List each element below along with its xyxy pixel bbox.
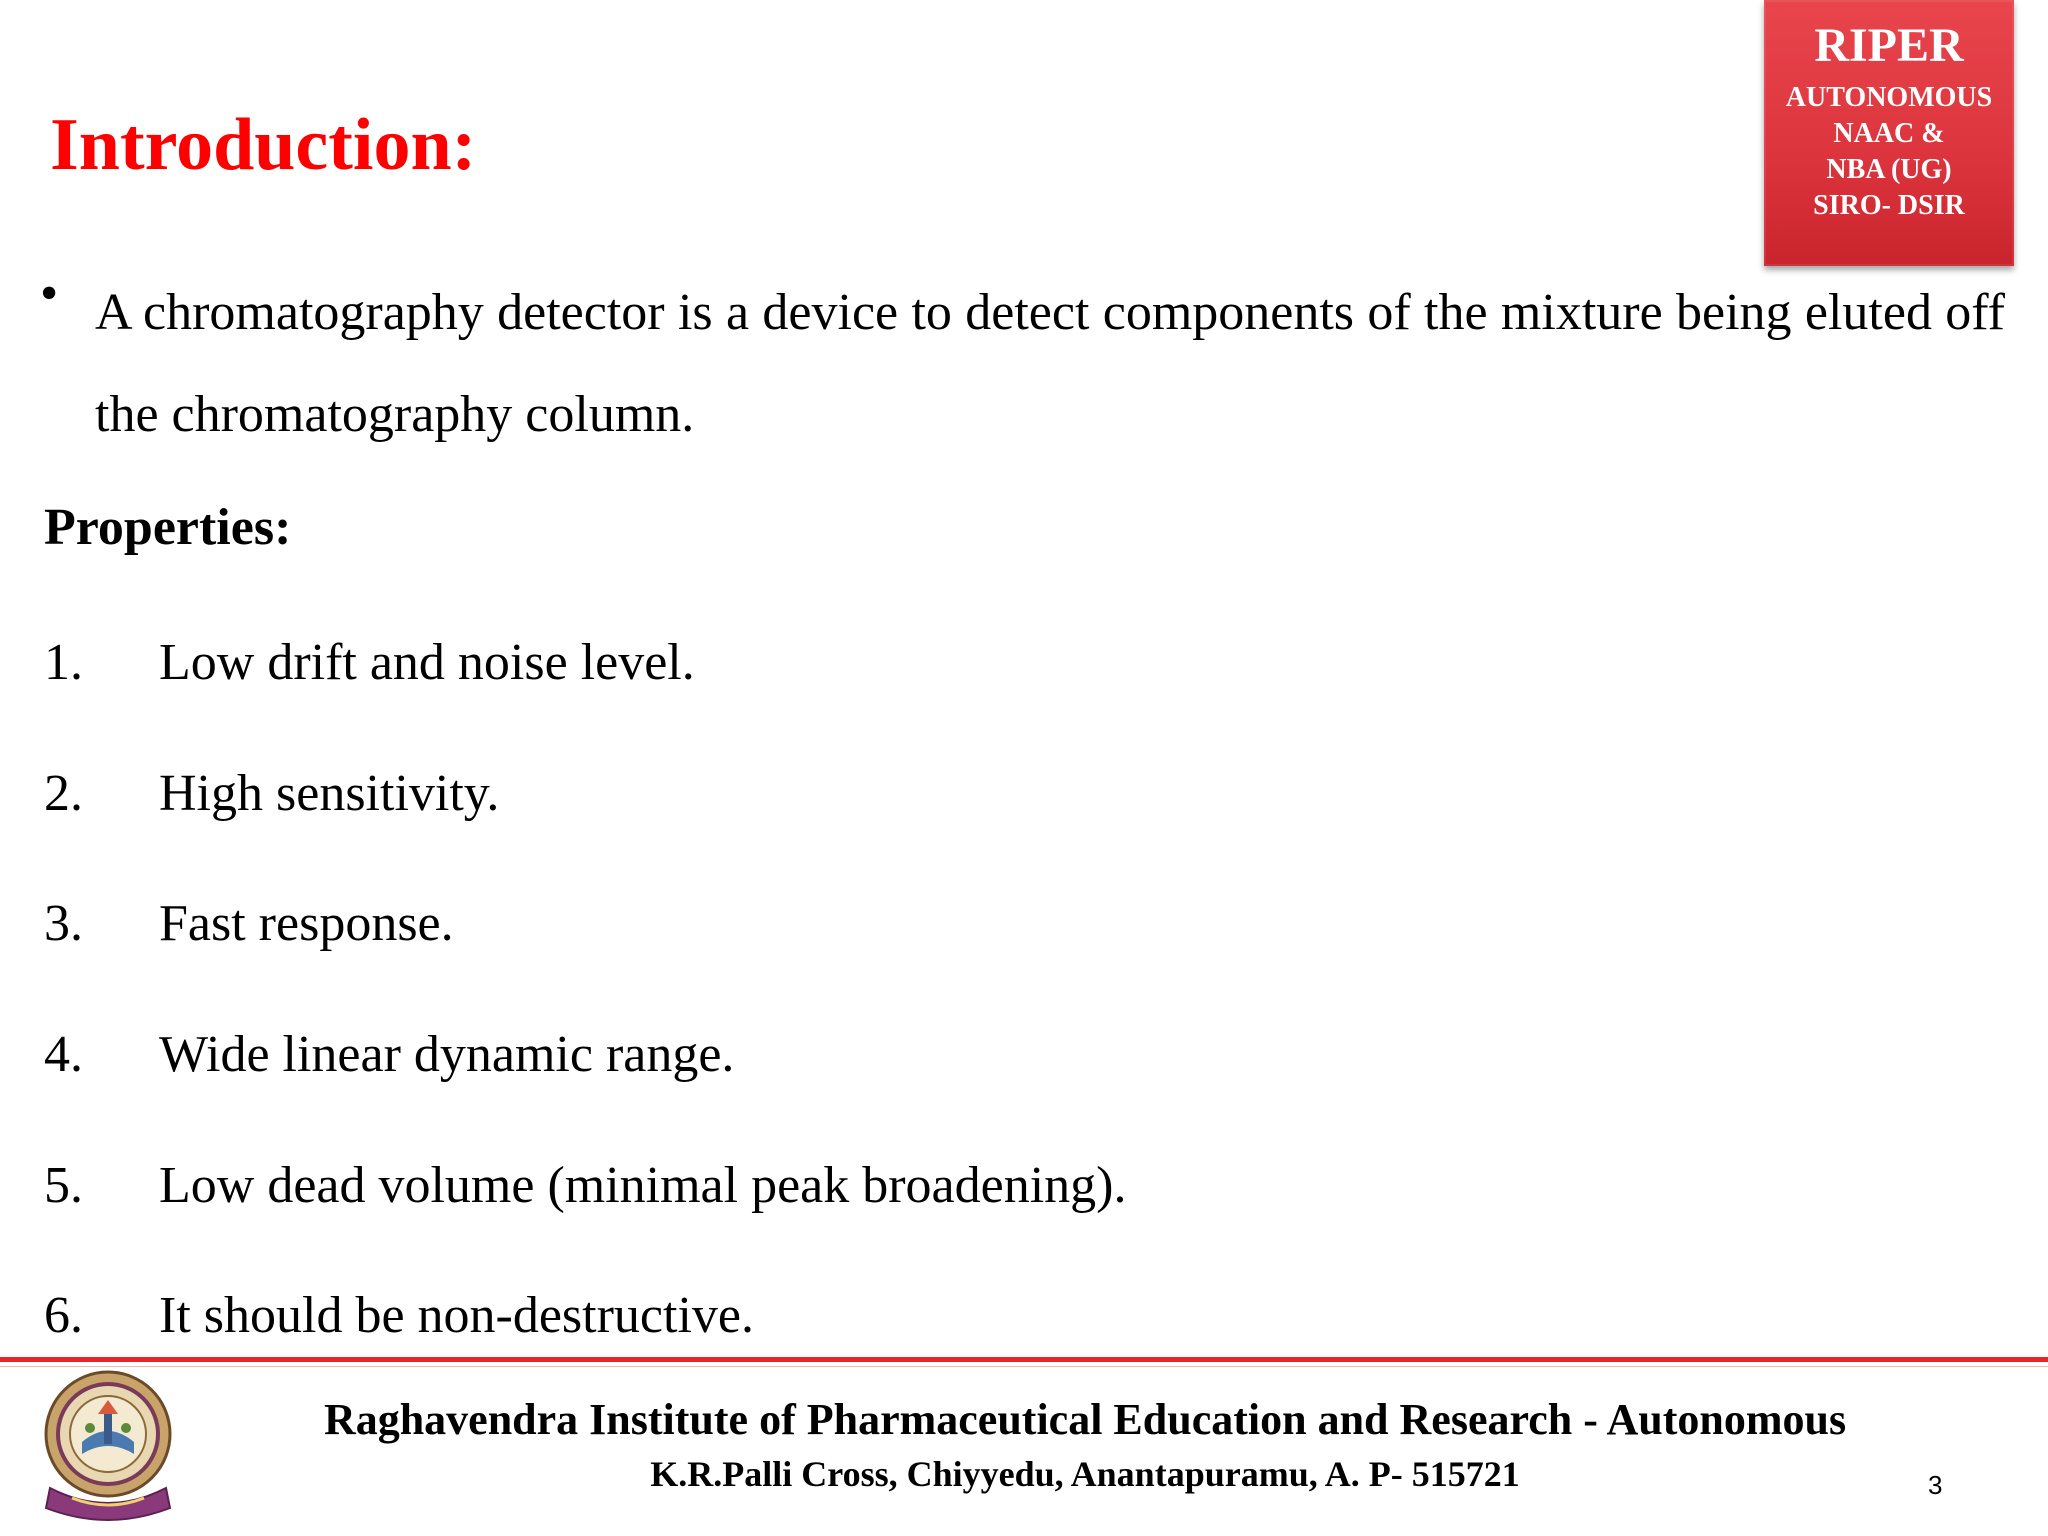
list-item xyxy=(44,634,1994,707)
list-item-text: Fast response. xyxy=(159,895,454,952)
list-item xyxy=(44,1026,1994,1099)
list-item-number: 6. xyxy=(44,1287,83,1344)
properties-heading: Properties: xyxy=(44,499,292,556)
list-item xyxy=(44,765,1994,838)
list-item-number: 5. xyxy=(44,1157,83,1214)
list-item xyxy=(44,895,1994,968)
badge-line: AUTONOMOUS xyxy=(1785,82,1993,113)
footer-divider-shadow xyxy=(0,1366,2048,1367)
footer-address: K.R.Palli Cross, Chiyyedu, Anantapuramu, A. P- 515721 xyxy=(650,1454,1520,1494)
footer-institution-name: Raghavendra Institute of Pharmaceutical Education and Research - Autonomous xyxy=(323,1395,1847,1444)
footer-divider xyxy=(0,1357,2048,1362)
list-item-number: 3. xyxy=(44,895,83,952)
list-item-text: Low drift and noise level. xyxy=(159,634,695,691)
list-item-text: Wide linear dynamic range. xyxy=(159,1026,735,1083)
list-item-number: 2. xyxy=(44,765,83,822)
badge-line: NAAC & xyxy=(1833,118,1945,149)
list-item-number: 1. xyxy=(44,634,83,691)
intro-paragraph: A chromatography detector is a device to detect components of the mixture being eluted off the chromatography column. xyxy=(95,284,2005,443)
institute-seal-icon xyxy=(42,1370,190,1528)
badge-line: NBA (UG) xyxy=(1826,154,1952,185)
list-item-text: It should be non-destructive. xyxy=(159,1287,754,1344)
list-item xyxy=(44,1157,1994,1230)
list-item xyxy=(44,1287,1994,1360)
list-item-text: High sensitivity. xyxy=(159,765,500,822)
riper-badge xyxy=(1764,0,2014,266)
slide-title: Introduction: xyxy=(50,104,477,186)
page-number: 3 xyxy=(1928,1470,1943,1500)
bullet-marker: • xyxy=(40,265,59,322)
list-item-number: 4. xyxy=(44,1026,83,1083)
badge-line: SIRO- DSIR xyxy=(1813,190,1965,221)
list-item-text: Low dead volume (minimal peak broadening). xyxy=(159,1157,1127,1214)
badge-name: RIPER xyxy=(1814,19,1964,72)
